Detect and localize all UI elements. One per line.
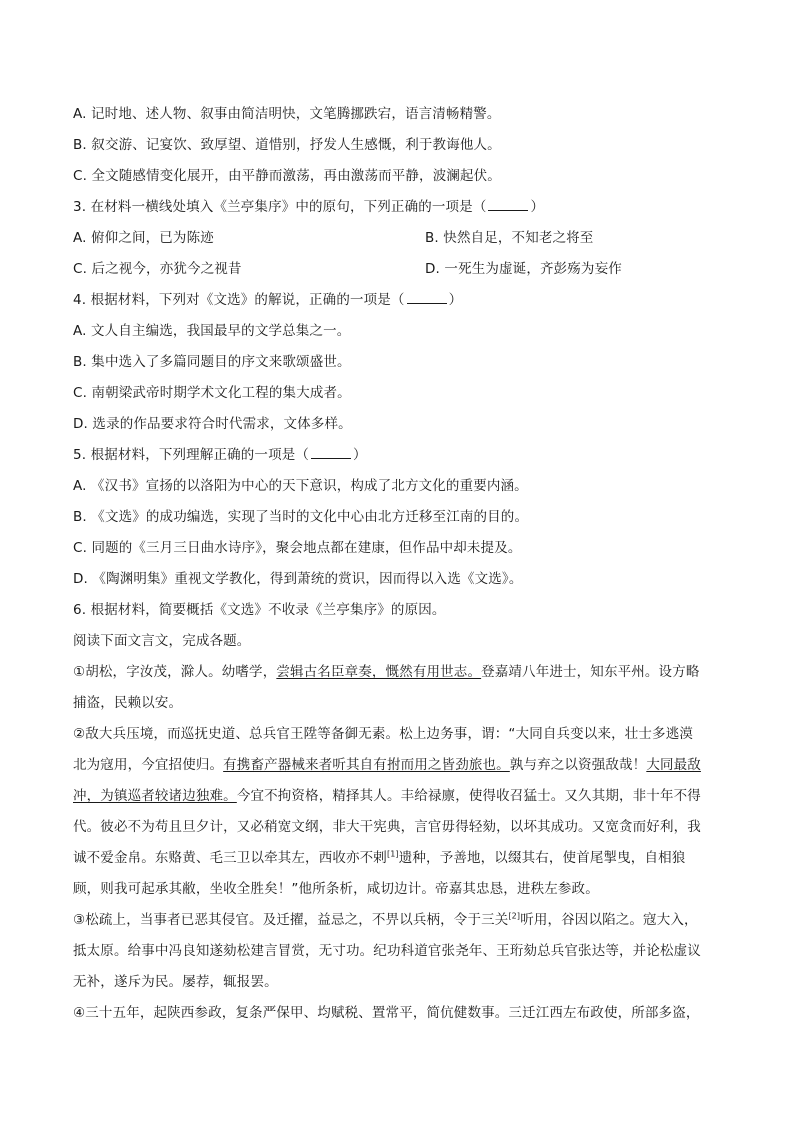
p2-underlined-3: 冲，为镇巡者较诸边独难。	[73, 788, 237, 804]
passage-p4-line-1: ④三十五年，起陕西参政，复条严保甲、均赋税、置常平，简伉健数事。三迁江西左布政使，所部多盗，	[73, 1005, 700, 1021]
p1-text-b: 登嘉靖八年进士，知东平州。设方略	[481, 664, 700, 680]
p2-text-a: 北为寇用，今宜招使归。	[73, 757, 224, 773]
p3-text-a: ③松疏上，当事者已恶其侵官。及迁擢，益忌之，不畀以兵柄，令于三关	[73, 912, 509, 928]
q3-option-a: A. 俯仰之间，已为陈迹	[73, 230, 214, 246]
q4-stem	[73, 290, 462, 310]
q3-option-b: B. 快然自足，不知老之将至	[425, 230, 594, 246]
p2-underlined-2: 大同最敌	[646, 757, 701, 773]
q2-option-c: C. 全文随感情变化展开，由平静而激荡，再由激荡而平静，波澜起伏。	[73, 168, 501, 184]
q4-option-c: C. 南朝梁武帝时期学术文化工程的集大成者。	[73, 385, 351, 401]
p2-text-d: 诚不爱金帛。东赂黄、毛三卫以牵其左，西收亦不剌	[73, 850, 387, 866]
passage-p3-line-1	[73, 910, 698, 930]
passage-p2-line-4: 代。彼必不为苟且旦夕计，又必稍宽文纲，非大干宪典，言官毋得轻劾，以坏其成功。又宽贪而好利，我	[73, 819, 701, 835]
p3-text-b: 听用，谷因以陷之。寇大入，	[520, 912, 698, 928]
answer-blank	[488, 198, 528, 211]
answer-blank	[311, 446, 351, 459]
passage-p2-line-3	[73, 786, 701, 806]
section-instruction: 阅读下面文言文，完成各题。	[73, 633, 251, 649]
q4-option-b: B. 集中选入了多篇同题目的序文来歌颂盛世。	[73, 354, 351, 370]
passage-p3-line-3: 无补，遂斥为民。屡荐，辄报罢。	[73, 974, 278, 990]
passage-p2-line-6: 顾，则我可起承其敝，坐收全胜矣！”他所条析，咸切边计。帝嘉其忠恳，进秩左参政。	[73, 881, 599, 897]
q3-option-d: D. 一死生为虚诞，齐彭殇为妄作	[425, 261, 622, 277]
q2-option-b: B. 叙交游、记宴饮、致厚望、道惜别，抒发人生感慨，利于教诲他人。	[73, 137, 501, 153]
q3-stem	[73, 197, 544, 217]
passage-p2-line-1: ②敌大兵压境，而巡抚史道、总兵官王陞等备御无素。松上边务事，谓：“大同自兵变以来，壮士多逃漠	[73, 726, 693, 742]
q4-option-a: A. 文人自主编选，我国最早的文学总集之一。	[73, 323, 351, 339]
q5-stem-text: 5. 根据材料，下列理解正确的一项是（	[73, 447, 310, 463]
passage-p3-line-2: 抵太原。给事中冯良知遂劾松建言冒赏，无寸功。纪功科道官张尧年、王珩劾总兵官张达等，并论松虚议	[73, 943, 701, 959]
p2-text-b: 孰与弃之以资强敌哉！	[509, 757, 647, 773]
passage-p2-line-5	[73, 848, 685, 868]
passage-p2-line-2	[73, 755, 701, 775]
q3-stem-close: ）	[530, 199, 545, 215]
passage-p1-line-2: 捕盗，民赖以安。	[73, 695, 183, 711]
q3-options-row-2	[73, 259, 622, 279]
p1-underlined: 尝辑古名臣章奏，慨然有用世志。	[276, 664, 482, 680]
p1-text-a: ①胡松，字汝茂，滁人。幼嗜学，	[73, 664, 277, 680]
p2-underlined-1: 有携畜产器械来者听其自有拊而用之皆劲旅也。	[223, 757, 510, 773]
q3-option-c: C. 后之视今，亦犹今之视昔	[73, 261, 242, 277]
passage-p1-line-1	[73, 662, 700, 682]
q5-option-a: A. 《汉书》宣扬的以洛阳为中心的天下意识，构成了北方文化的重要内涵。	[73, 478, 528, 494]
p2-text-c: 今宜不拘资格，精择其人。丰给禄廪，使得收召猛士。又久其期，非十年不得	[236, 788, 701, 804]
q5-option-b: B. 《文选》的成功编选，实现了当时的文化中心由北方迁移至江南的目的。	[73, 509, 529, 525]
p2-text-e: 遗种，予善地，以缀其右，使首尾掣曳，自相狼	[398, 850, 686, 866]
q5-option-d: D. 《陶渊明集》重视文学教化，得到萧统的赏识，因而得以入选《文选》。	[73, 571, 523, 587]
q6-stem: 6. 根据材料，简要概括《文选》不收录《兰亭集序》的原因。	[73, 602, 446, 618]
q4-stem-text: 4. 根据材料，下列对《文选》的解说，正确的一项是（	[73, 292, 405, 308]
q3-stem-text: 3. 在材料一横线处填入《兰亭集序》中的原句，下列正确的一项是（	[73, 199, 487, 215]
answer-blank	[407, 291, 447, 304]
footnote-marker-1: [1]	[386, 849, 399, 859]
q4-stem-close: ）	[448, 292, 463, 308]
q3-options-row-1	[73, 228, 594, 248]
q2-option-a: A. 记时地、述人物、叙事由简洁明快，文笔腾挪跌宕，语言清畅精警。	[73, 106, 501, 122]
q4-option-d: D. 选录的作品要求符合时代需求，文体多样。	[73, 416, 352, 432]
q5-option-c: C. 同题的《三月三日曲水诗序》，聚会地点都在建康，但作品中却未提及。	[73, 540, 522, 556]
footnote-marker-2: [2]	[508, 911, 521, 921]
q5-stem	[73, 445, 367, 465]
q5-stem-close: ）	[353, 447, 367, 463]
